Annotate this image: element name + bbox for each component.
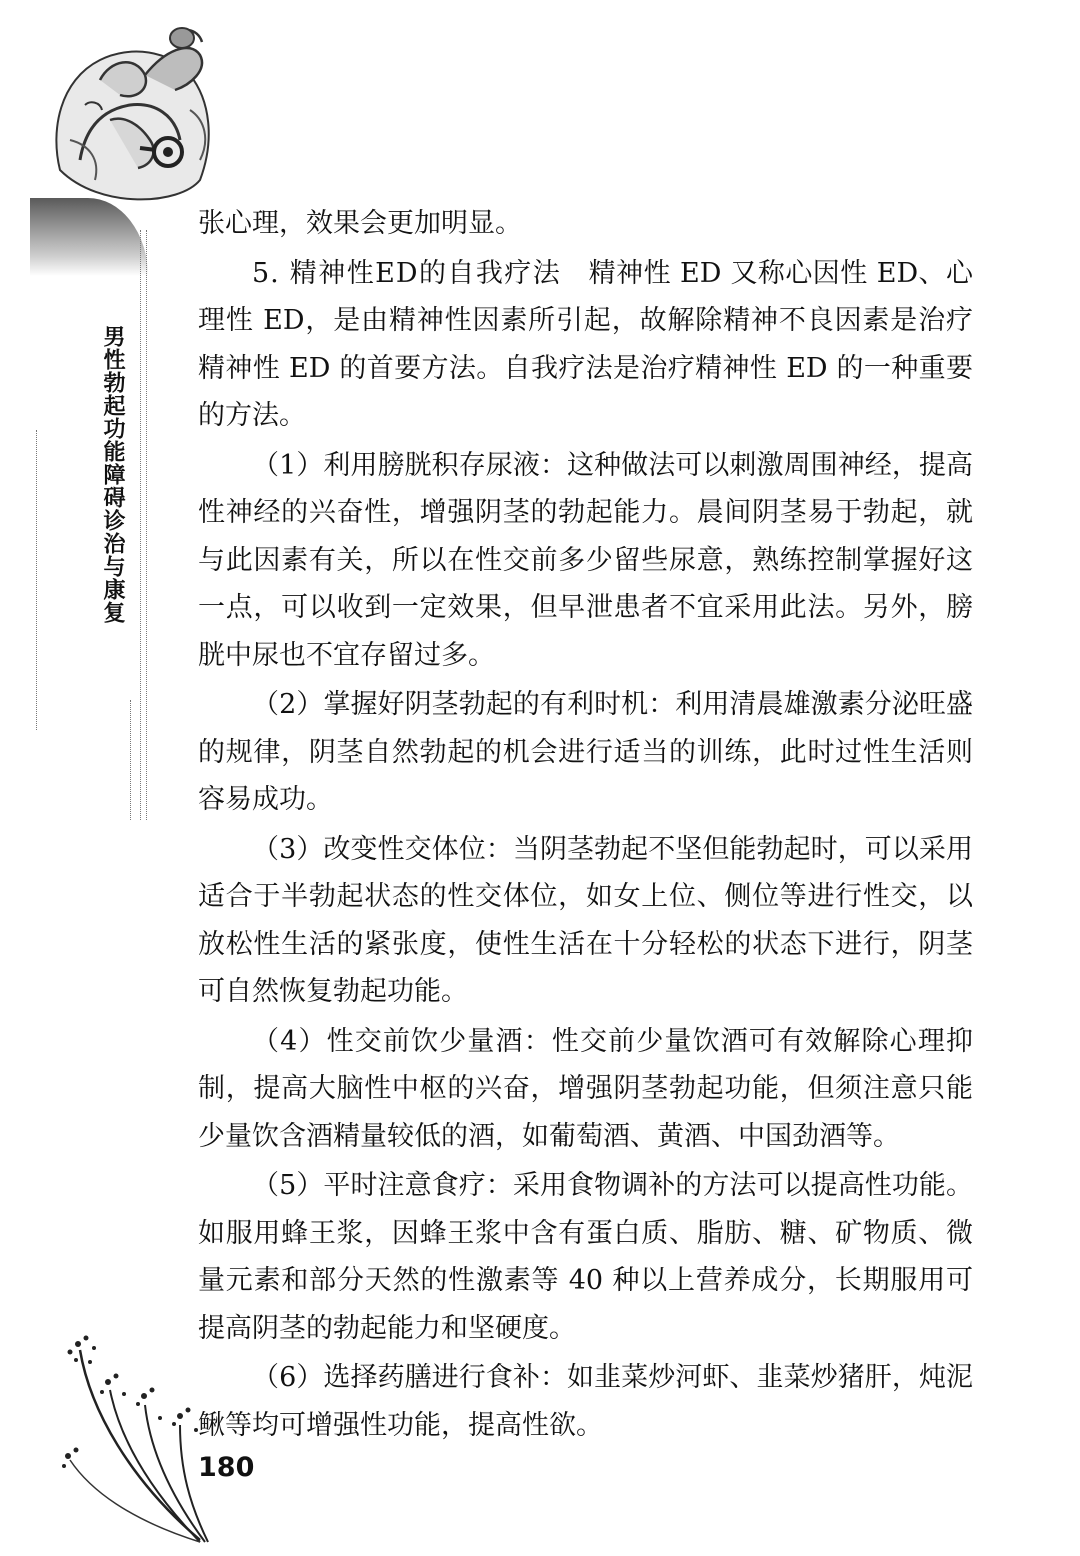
section-heading: 5. 精神性ED的自我疗法 [252, 257, 562, 289]
list-item: （1）利用膀胱积存尿液：这种做法可以刺激周围神经，提高性神经的兴奋性，增强阴茎的勃起能力。晨间阴茎易于勃起，就与此因素有关，所以在性交前多少留些尿意，熟练控制掌握好这一点，可以收到一定效果，但早泄患者不宜采用此法。另外，膀胱中尿也不宜存留过多。 [198, 449, 973, 671]
list-item: （2）掌握好阴茎勃起的有利时机：利用清晨雄激素分泌旺盛的规律，阴茎自然勃起的机会进行适当的训练，此时过性生活则容易成功。 [198, 689, 973, 815]
section-paragraph [198, 250, 973, 440]
margin-rule [130, 700, 131, 820]
list-item: （5）平时注意食疗：采用食物调补的方法可以提高性功能。如服用蜂王浆，因蜂王浆中含有蛋白质、脂肪、糖、矿物质、微量元素和部分天然的性激素等 40 种以上营养成分，长期服用可提高阴茎的勃起能力和坚硬度。 [198, 1170, 973, 1344]
list-item: （3）改变性交体位：当阴茎勃起不坚但能勃起时，可以采用适合于半勃起状态的性交体位，如女上位、侧位等进行性交，以放松性生活的紧张度，使性生活在十分轻松的状态下进行，阴茎可自然恢复勃起功能。 [198, 833, 973, 1007]
margin-rule [140, 230, 141, 820]
page-number: 180 [198, 1452, 255, 1483]
continued-paragraph: 张心理，效果会更加明显。 [198, 208, 522, 239]
margin-rule [146, 230, 147, 820]
book-title-vertical: 男性勃起功能障碍诊治与康复 [100, 325, 125, 624]
section-intro: 精神性 ED 又称心因性 ED、心理性 ED，是由精神性因素所引起，故解除精神不良因素是治疗精神性 ED 的首要方法。自我疗法是治疗精神性 ED 的一种重要的方法。 [198, 257, 973, 431]
list-item: （4）性交前饮少量酒：性交前少量饮酒可有效解除心理抑制，提高大脑性中枢的兴奋，增强阴茎勃起功能，但须注意只能少量饮含酒精量较低的酒，如葡萄酒、黄酒、中国劲酒等。 [198, 1025, 973, 1152]
margin-rule [36, 430, 37, 730]
strongman-illustration-icon [40, 20, 240, 210]
page-body [198, 200, 973, 1449]
wheat-sprig-icon [50, 1330, 230, 1545]
list-item: （6）选择药膳进行食补：如韭菜炒河虾、韭菜炒猪肝，炖泥鳅等均可增强性功能，提高性欲。 [198, 1362, 973, 1441]
